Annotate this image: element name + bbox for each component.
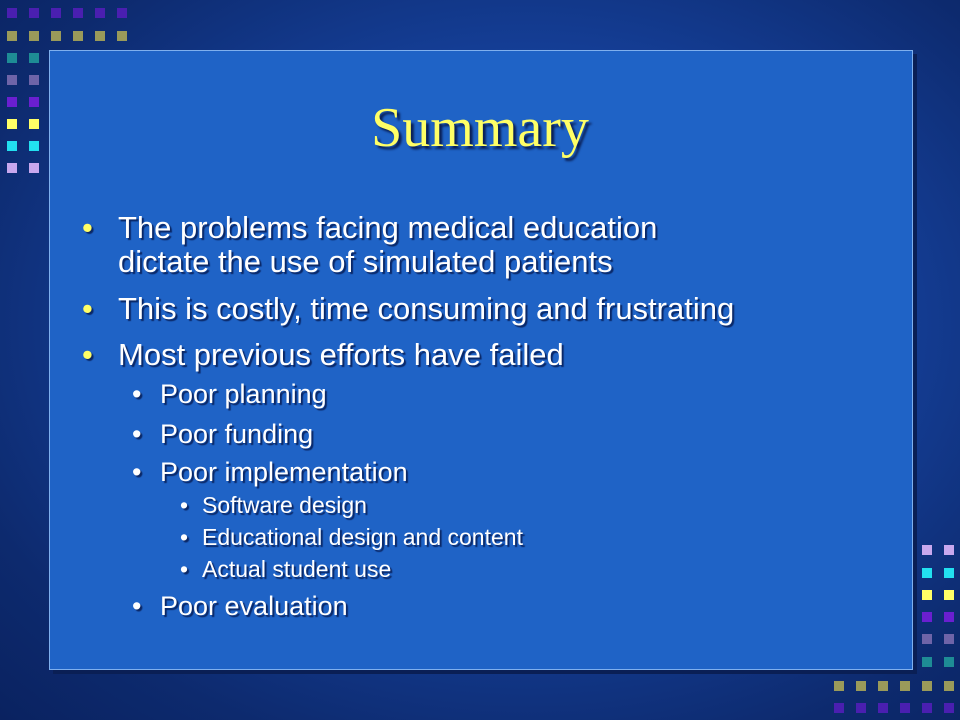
bullet-dot: • (180, 524, 189, 550)
bullet-text: Most previous efforts have failed (118, 337, 564, 372)
bullet-text: Educational design and content (202, 524, 523, 550)
bullet-text: Poor funding (160, 419, 314, 449)
decor-square (944, 590, 954, 600)
decor-square (944, 634, 954, 644)
decor-square (900, 681, 910, 691)
bullet-text: Poor evaluation (160, 591, 348, 621)
bullet-dot: • (82, 337, 93, 372)
decor-square (944, 681, 954, 691)
decor-square (117, 31, 127, 41)
decor-square (29, 75, 39, 85)
bullet-text: Actual student use (202, 556, 392, 582)
decor-square (29, 8, 39, 18)
decor-square (922, 657, 932, 667)
decor-square (834, 681, 844, 691)
decor-square (944, 703, 954, 713)
decor-square (856, 681, 866, 691)
bullet-text: Poor planning (160, 379, 327, 409)
bullet-dot: • (132, 591, 142, 621)
bullet-dot: • (132, 379, 142, 409)
bullet-text: Software design (202, 492, 367, 518)
decor-square (922, 590, 932, 600)
bullet-dot: • (180, 492, 189, 518)
decor-square (878, 703, 888, 713)
decor-square (856, 703, 866, 713)
decor-square (922, 568, 932, 578)
decor-square (95, 8, 105, 18)
decor-square (878, 681, 888, 691)
decor-square (7, 8, 17, 18)
bullet-text: dictate the use of simulated patients (118, 244, 613, 279)
bullet-text: Poor implementation (160, 457, 408, 487)
bullet-dot: • (82, 210, 93, 245)
bullet-text: This is costly, time consuming and frustrating (118, 291, 735, 326)
decor-square (7, 31, 17, 41)
bullet-dot: • (132, 419, 142, 449)
decor-square (900, 703, 910, 713)
decor-square (73, 8, 83, 18)
decor-square (117, 8, 127, 18)
decor-square (95, 31, 105, 41)
decor-square (944, 657, 954, 667)
decor-square (29, 31, 39, 41)
bullet-dot: • (132, 457, 142, 487)
decor-square (944, 612, 954, 622)
bullet-dot: • (180, 556, 189, 582)
decor-square (922, 545, 932, 555)
decor-square (7, 75, 17, 85)
decor-square (73, 31, 83, 41)
bullet-dot: • (82, 291, 93, 326)
decor-square (944, 568, 954, 578)
decor-square (922, 634, 932, 644)
decor-square (834, 703, 844, 713)
decor-square (51, 31, 61, 41)
decor-square (29, 53, 39, 63)
decor-square (51, 8, 61, 18)
decor-square (7, 163, 17, 173)
decor-square (7, 53, 17, 63)
decor-square (922, 681, 932, 691)
slide-title: Summary (371, 97, 589, 159)
decor-square (944, 545, 954, 555)
decor-square (922, 703, 932, 713)
decor-square (29, 163, 39, 173)
decor-square (922, 612, 932, 622)
bullet-text: The problems facing medical education (118, 210, 658, 245)
